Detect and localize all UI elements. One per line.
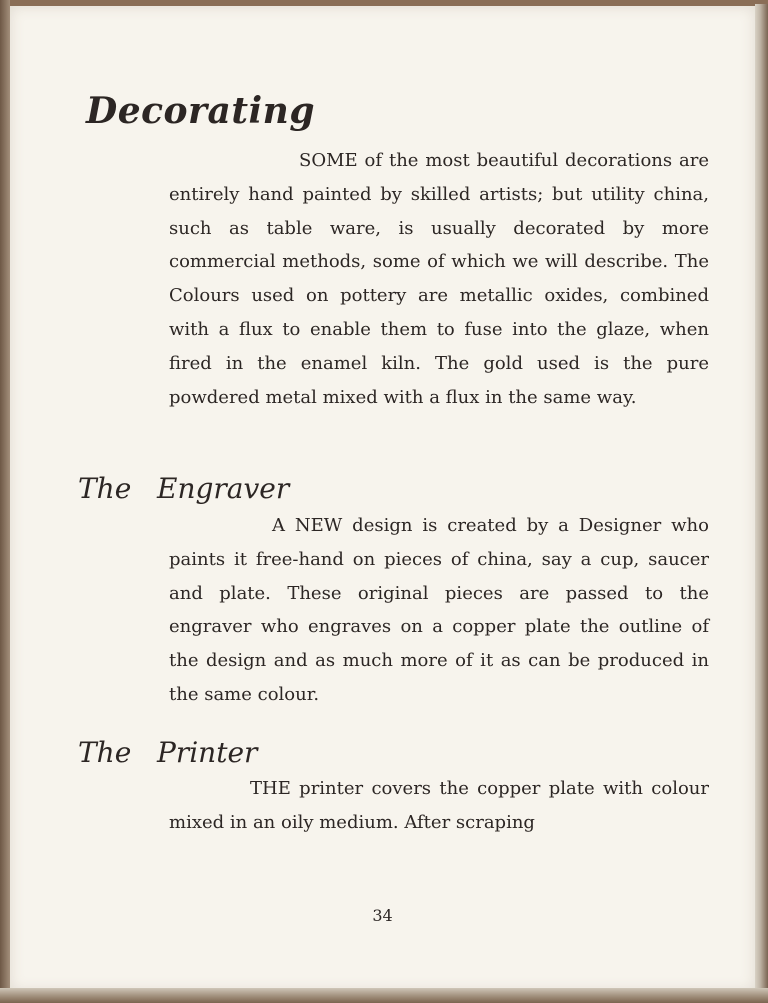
- book-page: [10, 6, 755, 991]
- page-bottom-edge: [0, 988, 768, 1003]
- decorating-text: SOME of the most beautiful decorations are entirely hand painted by skilled artists; but utility china, such as table ware, is usually decorated by more commercial methods, some of which we will describe. The Colours used on pottery are metallic oxides, combined with a flux to enable them to fuse into the glaze, when fired in the enamel kiln. The gold used is the pure powdered metal mixed with a flux in the same way.: [169, 150, 709, 408]
- printer-text: THE printer covers the copper plate with colour mixed in an oily medium. After scraping: [169, 778, 709, 833]
- page-stack-edge: [755, 4, 768, 1003]
- book-binding-edge: [0, 0, 10, 1003]
- printer-heading-title: Printer: [157, 736, 258, 769]
- engraver-heading-article: The: [78, 472, 132, 505]
- engraver-paragraph: [169, 509, 709, 712]
- engraver-heading-title: Engraver: [157, 472, 290, 505]
- decorating-paragraph: [169, 144, 709, 414]
- page-number: 34: [372, 906, 393, 925]
- printer-paragraph: [169, 772, 709, 840]
- engraver-text: A NEW design is created by a Designer who paints it free-hand on pieces of china, say a cup, saucer and plate. These original pieces are passed to the engraver who engraves on a copper plate the outline of the design and as much more of it as can be produced in the same colour.: [169, 515, 709, 705]
- page-heading: Decorating: [86, 90, 315, 132]
- printer-heading-article: The: [78, 736, 132, 769]
